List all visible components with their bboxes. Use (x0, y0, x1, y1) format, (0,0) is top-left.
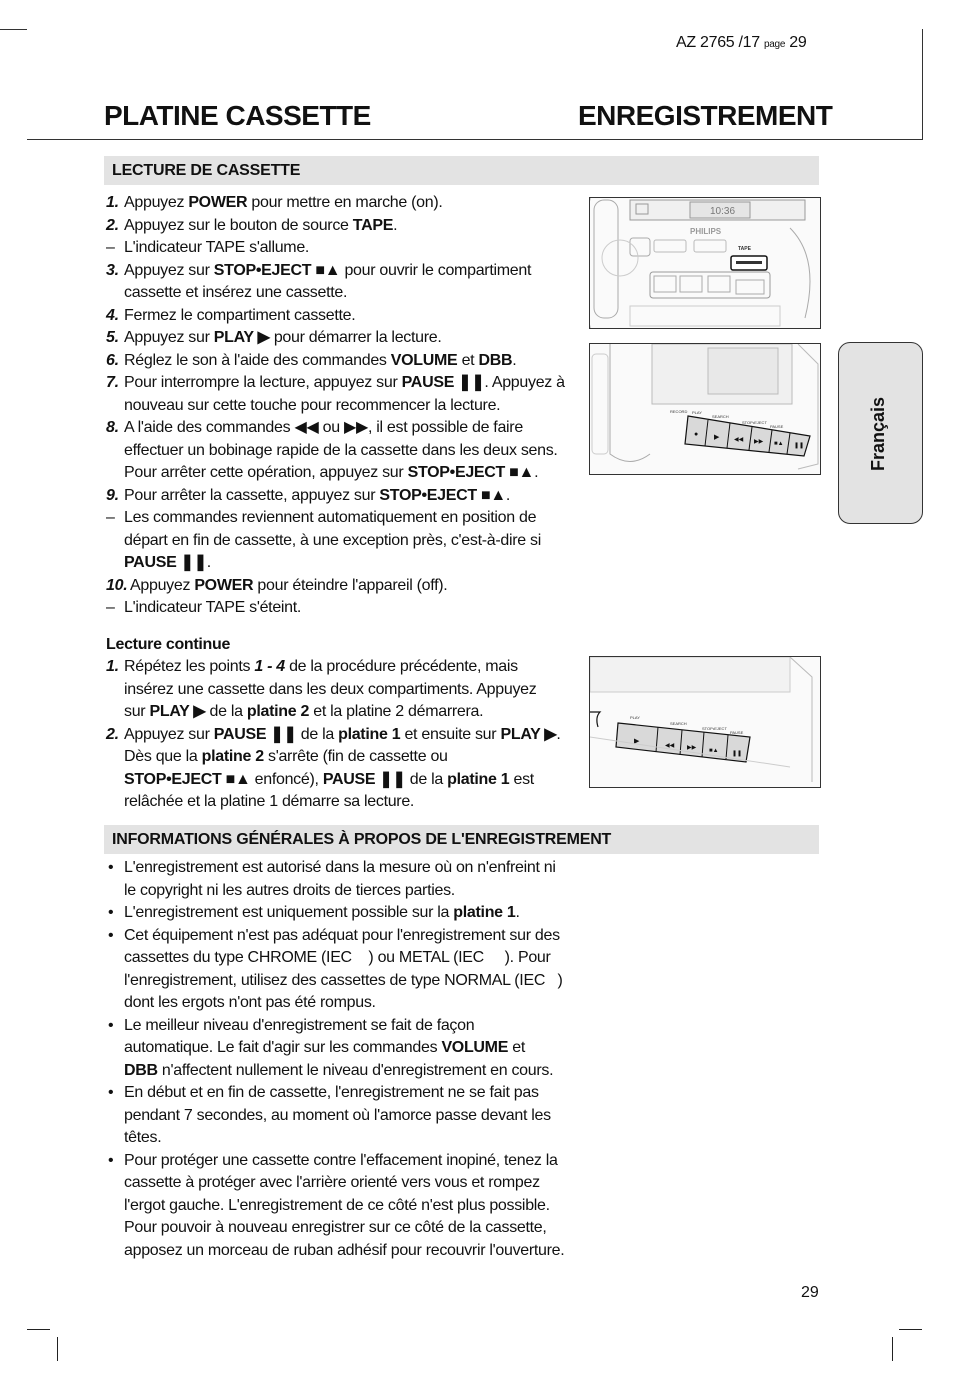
step-key: STOP•EJECT ■▲ (379, 486, 506, 504)
record-label: RECORD (670, 409, 688, 414)
bullet-item-cont (106, 1240, 586, 1263)
figure-cassette-deck-1 (589, 343, 821, 475)
step-text: Pour arrêter la cassette, appuyez sur (124, 486, 380, 504)
dash-note-2-cont (106, 530, 581, 553)
step-text: nouveau sur cette touche pour recommencer la lecture. (124, 396, 501, 414)
step-key: POWER (188, 194, 248, 211)
step-key: PAUSE ❚❚ (322, 770, 406, 788)
step-text: Appuyez (124, 194, 189, 211)
step-key: STOP•EJECT ■▲ (213, 261, 341, 279)
display-readout: 10:36 (710, 206, 736, 217)
bullet-key: VOLUME (441, 1039, 509, 1056)
step-text: . (512, 351, 517, 369)
bullet-item-cont (106, 992, 586, 1015)
step-3-cont (106, 282, 581, 305)
step-text: sur (124, 703, 150, 720)
step-text: Dès que la (124, 748, 202, 765)
recording-info-list (106, 857, 586, 1262)
cont-step-1 (106, 656, 581, 679)
bullet-text: têtes. (124, 1129, 162, 1146)
bullet-item-cont (106, 947, 586, 970)
step-text: pour démarrer la lecture. (269, 329, 442, 346)
note-text: Les commandes reviennent automatiquement en position de (124, 509, 537, 526)
step-text: insérez une cassette dans les deux compartiments. Appuyez (124, 680, 537, 698)
note-key: PAUSE ❚❚ (124, 554, 207, 571)
step-8-cont (106, 440, 581, 463)
dash-note-1 (106, 237, 581, 260)
svg-text:◀◀: ◀◀ (665, 743, 675, 749)
crop-mark (899, 1329, 922, 1330)
step-key: PLAY ▶ (213, 329, 270, 346)
step-text: enfoncé), (250, 770, 323, 788)
step-key: PLAY ▶ (149, 703, 206, 720)
step-key: platine 1 (447, 770, 510, 788)
svg-text:❚❚: ❚❚ (794, 443, 805, 449)
step-4 (106, 305, 581, 328)
dash-note-3 (106, 597, 581, 620)
step-number: 10. (106, 576, 128, 594)
step-number: 3. (106, 261, 119, 279)
step-number: 2. (106, 216, 119, 234)
step-text: et la platine 2 démarrera. (309, 703, 484, 720)
step-key: PLAY ▶ (500, 725, 557, 743)
page-word: page (764, 39, 786, 50)
step-number: 1. (106, 194, 119, 211)
bullet-text: cassette à protéger avec l'arrière orienté vers vous et rompez (124, 1174, 540, 1191)
bullet-item (106, 902, 586, 925)
stop-eject-label: STOP•EJECT (702, 726, 727, 731)
bullet-item-cont (106, 1195, 586, 1218)
step-text: pour ouvrir le compartiment (340, 261, 532, 279)
page-title-left: PLATINE CASSETTE (104, 100, 371, 131)
step-8-cont (106, 462, 581, 485)
step-number: 9. (106, 486, 119, 504)
page-number: 29 (801, 1284, 819, 1301)
step-number: 2. (106, 725, 119, 743)
dash-note-2-cont (106, 552, 581, 575)
section-heading-playback: LECTURE DE CASSETTE (104, 156, 819, 185)
step-number: 8. (106, 419, 119, 436)
cont-step-2-cont (106, 791, 581, 814)
crop-mark (27, 1329, 50, 1330)
crop-mark (892, 1337, 893, 1361)
bullet-item-cont (106, 1060, 586, 1083)
playback-instructions (106, 192, 581, 814)
play-label: PLAY (692, 410, 702, 415)
step-text: . Appuyez à (484, 374, 565, 391)
step-text: Pour interrompre la lecture, appuyez sur (124, 374, 402, 391)
figure-front-panel (589, 197, 821, 329)
step-text: et ensuite sur (400, 725, 501, 743)
bullet-item (106, 1082, 586, 1105)
note-text: L'indicateur TAPE s'éteint. (124, 599, 302, 616)
dash-mark: – (106, 599, 115, 616)
bullet-item-cont (106, 970, 586, 993)
bullet-item-cont (106, 1172, 586, 1195)
step-6 (106, 350, 581, 373)
bullet-text: Le meilleur niveau d'enregistrement se fait de façon (124, 1016, 475, 1034)
bullet-text: L'enregistrement est uniquement possible sur la (124, 904, 454, 921)
bullet-item-cont (106, 880, 586, 903)
step-text: Appuyez (130, 576, 195, 594)
step-8 (106, 417, 581, 440)
bullet-text: Pour pouvoir à nouveau enregistrer sur ce côté de la cassette, (124, 1219, 547, 1236)
note-text: L'indicateur TAPE s'allume. (124, 239, 310, 256)
bullet-mark: • (108, 859, 114, 876)
pause-label: PAUSE (770, 424, 784, 429)
step-key: POWER (194, 576, 254, 594)
step-key: TAPE (352, 216, 394, 234)
bullet-text: Pour protéger une cassette contre l'effacement inopiné, tenez la (124, 1151, 558, 1169)
cont-step-2 (106, 724, 581, 747)
bullet-text: L'enregistrement est autorisé dans la mesure où on n'enfreint ni (124, 859, 556, 876)
step-10 (106, 575, 581, 598)
step-text: effectuer un bobinage rapide de la cassette dans les deux sens. (124, 441, 558, 459)
step-text: de la (296, 725, 339, 743)
svg-text:▶▶: ▶▶ (687, 745, 697, 751)
crop-mark (57, 1337, 58, 1361)
front-panel-illustration (590, 198, 820, 328)
bullet-mark: • (108, 1151, 114, 1169)
bullet-text: et (508, 1039, 525, 1056)
step-text: Appuyez sur (124, 329, 214, 346)
step-text: s'arrête (fin de cassette ou (263, 748, 448, 765)
bullet-item (106, 857, 586, 880)
step-key: PAUSE ❚❚ (213, 725, 297, 743)
bullet-text: automatique. Le fait d'agir sur les commandes (124, 1039, 442, 1056)
pause-label: PAUSE (730, 730, 744, 735)
bullet-text: apposez un morceau de ruban adhésif pour recouvrir l'ouverture. (124, 1241, 565, 1259)
svg-text:❚❚: ❚❚ (732, 751, 743, 757)
bullet-item (106, 925, 586, 948)
bullet-item (106, 1015, 586, 1038)
step-7 (106, 372, 581, 395)
bullet-text: n'affectent nullement le niveau d'enregistrement en cours. (157, 1061, 554, 1079)
step-key: DBB (478, 351, 513, 369)
step-key: VOLUME (390, 351, 458, 369)
bullet-text: le copyright ni les autres droits de tierces parties. (124, 881, 455, 899)
bullet-item-cont (106, 1037, 586, 1060)
bullet-text: cassettes du type CHROME (IEC ) ou METAL (IEC ). Pour (124, 949, 551, 966)
step-number: 7. (106, 374, 119, 391)
dash-mark: – (106, 509, 115, 526)
step-key: platine 2 (246, 703, 310, 720)
bullet-item-cont (106, 1105, 586, 1128)
step-key: platine 1 (338, 725, 401, 743)
step-7-cont (106, 395, 581, 418)
bullet-mark: • (108, 1016, 114, 1034)
step-key: platine 2 (201, 748, 264, 765)
page-ref-number: 29 (789, 34, 807, 51)
subheading-continuous-play: Lecture continue (106, 635, 231, 653)
step-text: de la (405, 770, 448, 788)
document-reference (676, 34, 806, 52)
step-text: . (393, 216, 398, 234)
bullet-mark: • (108, 926, 114, 944)
bullet-text: Cet équipement n'est pas adéquat pour l'enregistrement sur des (124, 926, 560, 944)
step-text: Appuyez sur (124, 725, 214, 743)
step-key: 1 - 4 (254, 658, 285, 675)
svg-text:◀◀: ◀◀ (734, 437, 744, 443)
step-2 (106, 215, 581, 238)
step-number: 4. (106, 306, 119, 324)
cont-step-1-cont (106, 701, 581, 724)
step-key: PAUSE ❚❚ (401, 374, 485, 391)
section-heading-recording-info: INFORMATIONS GÉNÉRALES À PROPOS DE L'ENREGISTREMENT (104, 825, 819, 854)
bullet-item (106, 1150, 586, 1173)
step-text: et (457, 351, 479, 369)
page-title-right: ENREGISTREMENT (578, 100, 833, 131)
language-tab (838, 342, 923, 524)
svg-text:■▲: ■▲ (774, 441, 784, 447)
step-text: Appuyez sur (124, 261, 214, 279)
bullet-key: platine 1 (453, 904, 516, 921)
step-text: Pour arrêter cette opération, appuyez sur (124, 464, 408, 481)
cont-step-1-cont (106, 679, 581, 702)
step-text: de la procédure précédente, mais (284, 658, 518, 675)
step-text: Répétez les points (124, 658, 255, 675)
step-5 (106, 327, 581, 350)
step-text: A l'aide des commandes ◀◀ ou ▶▶, il est possible de faire (124, 419, 523, 436)
step-text: pour éteindre l'appareil (off). (253, 576, 448, 594)
bullet-text: pendant 7 secondes, au moment où l'amorce passe devant les (124, 1106, 551, 1124)
bullet-item-cont (106, 1217, 586, 1240)
search-label: SEARCH (670, 721, 687, 726)
step-text: Réglez le son à l'aide des commandes (124, 351, 391, 369)
brand-label: PHILIPS (690, 227, 722, 236)
step-text: est (509, 770, 534, 788)
deck-2-illustration (590, 657, 820, 787)
play-label: PLAY (630, 715, 640, 720)
dash-mark: – (106, 239, 115, 256)
step-3 (106, 260, 581, 283)
bullet-text: dont les ergots n'ont pas été rompus. (124, 994, 376, 1011)
search-label: SEARCH (712, 414, 729, 419)
step-number: 6. (106, 351, 119, 369)
step-number: 5. (106, 329, 119, 346)
svg-text:▶: ▶ (714, 434, 720, 441)
cont-step-2-cont (106, 746, 581, 769)
doc-ref-code: AZ 2765 /17 (676, 34, 760, 51)
bullet-mark: • (108, 904, 114, 921)
bullet-text: En début et en fin de cassette, l'enregistrement ne se fait pas (124, 1084, 539, 1101)
step-1 (106, 192, 581, 215)
bullet-mark: • (108, 1084, 114, 1101)
note-text: . (206, 554, 211, 571)
step-text: Fermez le compartiment cassette. (124, 306, 356, 324)
step-text: . (505, 486, 511, 504)
svg-text:●: ● (694, 431, 699, 438)
step-key: STOP•EJECT ■▲ (124, 770, 251, 788)
language-label: Français (868, 396, 888, 471)
cont-step-2-cont (106, 769, 581, 792)
svg-text:▶▶: ▶▶ (754, 439, 764, 445)
step-9 (106, 485, 581, 508)
tape-label: TAPE (738, 246, 751, 252)
bullet-text: l'ergot gauche. L'enregistrement de ce côté n'est plus possible. (124, 1196, 550, 1214)
dash-note-2 (106, 507, 581, 530)
svg-text:▶: ▶ (634, 738, 640, 745)
svg-text:■▲: ■▲ (709, 748, 719, 754)
step-text: de la (205, 703, 247, 720)
figure-cassette-deck-2 (589, 656, 821, 788)
step-text: cassette et insérez une cassette. (124, 284, 348, 301)
step-text: relâchée et la platine 1 démarre sa lecture. (124, 793, 415, 810)
step-key: STOP•EJECT ■▲ (407, 464, 535, 481)
step-text: Appuyez sur le bouton de source (124, 216, 353, 234)
note-text: départ en fin de cassette, à une exception près, c'est-à-dire si (124, 531, 541, 549)
bullet-text: . (515, 904, 520, 921)
step-text: . (534, 464, 539, 481)
bullet-text: l'enregistrement, utilisez des cassettes de type NORMAL (IEC ) (124, 971, 563, 989)
deck-1-illustration (590, 344, 820, 474)
step-text: pour mettre en marche (on). (247, 194, 443, 211)
step-number: 1. (106, 658, 119, 675)
bullet-item-cont (106, 1127, 586, 1150)
step-text: . (556, 725, 561, 743)
bullet-key: DBB (124, 1061, 158, 1079)
stop-eject-label: STOP•EJECT (742, 420, 767, 425)
